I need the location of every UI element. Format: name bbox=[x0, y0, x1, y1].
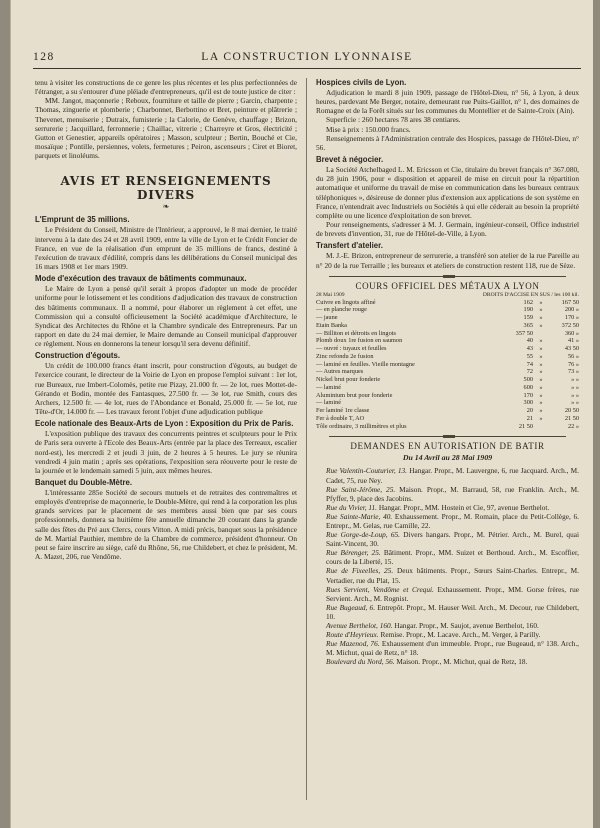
table-row bbox=[316, 345, 579, 353]
table-cell-u: » bbox=[539, 376, 543, 384]
metaux-columns-note: DROITS D'ACCISE EN SUS / les 100 kil. bbox=[482, 291, 579, 298]
table-row bbox=[316, 361, 579, 369]
paragraph-banquet: L'intéressante 285e Société de secours mutuels et de retraites des contremaîtres et employés d'entreprise de maçonnerie, le Double-Mètre, qui rend à la corporation les plus grands services par le placement de ses membres aussi bien que par ses cours professionnels, donnera sa huitième fête annuelle dimanche 20 courant dans la grande salle des fêtes du Pré aux Clercs, cours Vitton. A midi précis, banquet sous la présidence de M. Martial Pauthier, membre de la Chambre de commerce, président d'honneur. On peut se faire inscrire au siège, café du Rhône, 56, rue Childebert, et chez le président, M. A. Mazet, 206, rue Vendôme. bbox=[35, 488, 297, 562]
demandes-title: DEMANDES EN AUTORISATION DE BATIR bbox=[350, 441, 545, 452]
demande-text: Exhaussement. Propr., MM. Gorse frères, rue Servient. Arch., M. Rognist. bbox=[326, 584, 579, 603]
table-row bbox=[316, 376, 579, 384]
table-cell-name: Fer à double T, AO bbox=[316, 414, 365, 422]
left-column bbox=[35, 78, 297, 561]
demande-text: Maison. Propr., M. Michut, quai de Retz, 18. bbox=[394, 657, 528, 667]
demande-text: Hangar. Propr., MM. Hostein et Cie, 97, avenue Berthelot. bbox=[377, 502, 550, 512]
demande-text: Divers hangars. Propr., M. Pétrier. Arch., M. Burel, quai Saint-Vincent, 30. bbox=[326, 530, 579, 549]
list-item bbox=[316, 503, 579, 512]
table-cell-p1: 72 bbox=[526, 368, 533, 376]
list-item bbox=[316, 657, 579, 666]
table-cell-p3: 22 » bbox=[567, 422, 579, 430]
page-header bbox=[33, 46, 581, 68]
heading-brevet: Brevet à négocier. bbox=[316, 155, 384, 165]
table-cell-name: — Autres marques bbox=[316, 368, 364, 376]
table-cell-p3: 43 50 bbox=[564, 345, 579, 353]
paragraph-brevet-1: La Société Atchelbaged L. M. Ericsson et Cie, titulaire du brevet français n° 367.080, du 28 juin 1906, pour « disposition et appareil de mise en circuit pour la répartition automatique et uniforme du travail de mise en communication dans les bureaux centraux téléphoniques », désireuse de donner plus d'extension aux applications de son système en France, n'entendrait avec Industriels ou Sociétés à qui elle céderait au besoin la propriété complète ou une licence d'exploitation de son brevet. bbox=[316, 165, 579, 220]
demande-text: Deux bâtiments. Propr., Sœurs Saint-Charles. Entrepr., M. Vertadier, rue du Plat, 15. bbox=[326, 566, 579, 585]
table-cell-u: » bbox=[539, 345, 543, 353]
heading-mode-execution: Mode d'exécution des travaux de bâtiments communaux. bbox=[35, 274, 247, 284]
list-item bbox=[316, 548, 579, 566]
table-cell-u: » bbox=[539, 399, 543, 407]
demande-street: Rue du Vivier, 11. bbox=[326, 502, 377, 512]
table-cell-p3: 360 » bbox=[564, 329, 579, 337]
list-item bbox=[316, 585, 579, 603]
demande-street: Rue Mazenod, 76. bbox=[326, 639, 380, 649]
table-cell-p3: » » bbox=[571, 376, 579, 384]
table-cell-u: » bbox=[539, 407, 543, 415]
list-item bbox=[316, 621, 579, 630]
table-cell-name: — ouvré : tuyaux et feuilles bbox=[316, 345, 387, 353]
table-cell-u: » bbox=[539, 391, 543, 399]
table-cell-p3: 56 » bbox=[567, 352, 579, 360]
table-row bbox=[316, 299, 579, 307]
publication-title: LA CONSTRUCTION LYONNAISE bbox=[201, 51, 413, 63]
demande-street: Rue de Fixeelles, 25. bbox=[326, 566, 394, 576]
paragraph-transfert: M. J.-E. Brizon, entrepreneur de serrurerie, a transféré son atelier de la rue Pareille au n° 20 de la rue Terraille ; les bureaux et ateliers de construction restent 118, rue de Sèze. bbox=[316, 251, 579, 270]
demande-text: Entrepôt. Propr., M. Hauser Weil. Arch., M. Decour, rue Childebert, 10. bbox=[326, 602, 580, 621]
table-cell-p1: 159 bbox=[523, 314, 533, 322]
table-cell-p1: 21 50 bbox=[518, 422, 533, 430]
table-cell-u: » bbox=[539, 321, 543, 329]
table-cell-name: Plomb doux 1re fusion en saumon bbox=[316, 337, 403, 345]
demande-text: Maison. Propr., M. Barraud, 58, rue Franklin. Arch., M. Pfyffer, 9, place des Jacobins. bbox=[326, 484, 579, 503]
table-cell-p3: 20 50 bbox=[564, 407, 579, 415]
demande-text: Bâtiment. Propr., MM. Suizet et Berthoud. Arch., M. Escoffier, cours de la Liberté, 15. bbox=[326, 548, 579, 567]
table-cell-p1: 21 bbox=[526, 414, 533, 422]
metaux-subheader bbox=[316, 292, 579, 299]
heading-transfert: Transfert d'atelier. bbox=[316, 241, 383, 251]
table-cell-u: » bbox=[539, 337, 543, 345]
demandes-list bbox=[316, 466, 579, 666]
table-row bbox=[316, 423, 579, 431]
table-cell-p1: 357 50 bbox=[515, 329, 533, 337]
table-cell-p3: 76 » bbox=[567, 360, 579, 368]
contractors-paragraph: MM. Jangot, maçonnerie ; Reboux, fourniture et taille de pierre ; Garcin, charpente ; Thomas, zinguerie et plomberie ; Charbonnet, Berbottino et Bret, peinture et plâtrerie ; Thevenet, menuiserie ; Dutraix, fumisterie ; la Calorie, de Genève, chauffage ; Brizon, serrurerie ; Jacquillard, ferronnerie ; Chaillac, vitrerie ; Charreyre et Gros, électricité ; Gutton et Genestier, appareils opératoires ; Masson, sculpteur ; Bertin, Bouché et Cie, mosaïque ; Pontille, persiennes, volets, fermetures ; Peiron, ascenseurs ; Ciret et Bioret, parquets et linoléums. bbox=[35, 96, 297, 161]
table-cell-name: — en planche rouge bbox=[316, 306, 367, 314]
demande-street: Rue Bérenger, 25. bbox=[326, 548, 381, 558]
table-cell-p1: 20 bbox=[526, 407, 533, 415]
right-column bbox=[316, 78, 579, 666]
table-cell-p1: 365 bbox=[523, 321, 533, 329]
demande-street: Rue Saint-Jérôme, 25. bbox=[326, 484, 396, 494]
paragraph-hospices-3: Mise à prix : 150.000 francs. bbox=[326, 124, 411, 134]
table-row bbox=[316, 392, 579, 400]
table-cell-p3: 167 50 bbox=[561, 298, 579, 306]
table-cell-p3: 372 50 bbox=[561, 321, 579, 329]
list-item bbox=[316, 466, 579, 484]
table-row bbox=[316, 368, 579, 376]
paragraph-ecole-beaux-arts: L'exposition publique des travaux des concurrents peintres et sculpteurs pour le Prix de Paris sera ouverte à l'Ecole des Beaux-Arts (entrée par la place des Terreaux, escalier nord-est), les mercredi 2 et jeudi 3 juin, de 2 heures à 5 heures. Le jury se réunira vendredi 4 juin matin ; après ses opérations, l'exposition sera réouverte pour le reste de la journée et le lendemain samedi 5 juin, aux mêmes heures. bbox=[35, 429, 297, 475]
table-cell-p3: » » bbox=[571, 391, 579, 399]
list-item bbox=[316, 485, 579, 503]
paragraph-hospices-2: Superficie : 260 hectares 78 ares 38 centiares. bbox=[326, 115, 461, 125]
demande-street: Rue Valentin-Couturier, 13. bbox=[326, 466, 407, 476]
newspaper-page bbox=[10, 0, 593, 828]
table-cell-name: — laminé bbox=[316, 383, 342, 391]
table-cell-name: Zinc refondu 2e fusion bbox=[316, 352, 374, 360]
table-cell-u: » bbox=[539, 368, 543, 376]
demande-text: Hangar. Propr., M. Saujot, avenue Berthelot, 160. bbox=[392, 621, 539, 630]
table-cell-name: — jaune bbox=[316, 314, 338, 322]
table-cell-name: — Billiton et détroits en lingots bbox=[316, 329, 396, 337]
metaux-table bbox=[316, 299, 579, 431]
table-cell-name: — laminé en feuilles. Vieille montagne bbox=[316, 360, 415, 368]
demande-street: Boulevard du Nord, 56. bbox=[326, 657, 395, 667]
demande-text: Hangar. Propr., M. Lauvergne, 6, rue Jacquard. Arch., M. Cadet, 75, rue Ney. bbox=[326, 466, 579, 485]
metaux-title: COURS OFFICIEL DES MÉTAUX A LYON bbox=[355, 280, 540, 291]
table-row bbox=[316, 322, 579, 330]
section-divider bbox=[329, 436, 566, 437]
demande-text: Exhaussement d'un immeuble. Propr., rue Bugeaud, n° 138. Arch., M. Michut, quai de Retz, n° 18. bbox=[326, 639, 579, 658]
list-item bbox=[316, 566, 579, 584]
demande-street: Route d'Heyrieux. bbox=[326, 630, 379, 640]
page-number: 128 bbox=[33, 51, 55, 63]
table-row bbox=[316, 415, 579, 423]
table-cell-u: » bbox=[539, 306, 543, 314]
paragraph-mode-execution: Le Maire de Lyon a pensé qu'il serait à propos d'adopter un mode de procéder uniforme pour le lotissement et les conditions d'adjudication des travaux de construction des bâtiments communaux. Il a nommé, pour élaborer un règlement à cet effet, une Commission qui a consulté officieusement la Société académique d'Architecture, le Syndicat des Architectes du Rhône et la Chambre syndicale des Entrepreneurs. Par un rapport en date du 24 mai dernier, le Maire demande au Conseil municipal d'approuver ce règlement. Nous en donnerons la teneur lorsqu'il sera devenu définitif. bbox=[35, 284, 297, 349]
table-row bbox=[316, 337, 579, 345]
table-cell-p3: » » bbox=[571, 399, 579, 407]
table-row bbox=[316, 407, 579, 415]
heading-hospices: Hospices civils de Lyon. bbox=[316, 78, 407, 87]
list-item bbox=[316, 530, 579, 548]
list-item bbox=[316, 639, 579, 657]
table-cell-name: Tôle ordinaire, 3 millimètres et plus bbox=[316, 422, 407, 430]
paragraph-hospices-1: Adjudication le mardi 8 juin 1909, passage de l'Hôtel-Dieu, n° 56, à Lyon, à deux heures, pardevant Me Berger, notaire, demeurant rue Puits-Gaillot, n° 1, des domaines de Romagne et de la Forêt situés sur les communes du Montellier et de Sainte-Croix (Ain). bbox=[316, 88, 579, 116]
demande-text: Exhaussement. Propr., M. Romain, place du Petit-Collège, 6. Entrepr., M. Gelas, rue Camille, 22. bbox=[326, 511, 579, 530]
heading-banquet: Banquet du Double-Mètre. bbox=[35, 478, 133, 487]
table-cell-p1: 55 bbox=[526, 352, 533, 360]
paragraph-hospices-4: Renseignements à l'Administration centrale des Hospices, passage de l'Hôtel-Dieu, n° 56. bbox=[316, 133, 579, 152]
heading-emprunt: L'Emprunt de 35 millions. bbox=[35, 215, 130, 225]
demande-street: Avenue Berthelot, 160. bbox=[326, 621, 393, 630]
section-title-avis: AVIS ET RENSEIGNEMENTS DIVERS bbox=[60, 174, 272, 203]
table-row bbox=[316, 330, 579, 338]
table-cell-p1: 300 bbox=[523, 399, 533, 407]
table-cell-p1: 170 bbox=[523, 391, 533, 399]
table-cell-u bbox=[533, 423, 549, 431]
table-cell-p3: 73 » bbox=[567, 368, 579, 376]
table-cell-p3: 21 50 bbox=[564, 414, 579, 422]
table-cell-p1: 600 bbox=[523, 383, 533, 391]
table-row bbox=[316, 353, 579, 361]
table-cell-name: Aluminium brut pour fonderie bbox=[316, 391, 393, 399]
column-divider bbox=[306, 78, 307, 800]
demande-street: Rue Gorge-de-Loup, 65. bbox=[326, 530, 400, 540]
demande-street: Rue Bugeaud, 6. bbox=[326, 602, 376, 612]
table-cell-p3: » » bbox=[571, 383, 579, 391]
intro-paragraph: tenu à visiter les constructions de ce genre les plus récentes et les plus perfectionnées de l'étranger, a su s'entourer d'une pléiade d'entrepreneurs, qu'il est de toute justice de citer : bbox=[35, 78, 297, 97]
table-cell-u: » bbox=[539, 360, 543, 368]
table-cell-p1: 43 bbox=[526, 345, 533, 353]
table-cell-u: » bbox=[539, 383, 543, 391]
table-cell-u bbox=[533, 330, 549, 338]
section-divider bbox=[329, 276, 566, 277]
table-cell-name: Nickel brut pour fonderie bbox=[316, 376, 381, 384]
heading-egouts: Construction d'égouts. bbox=[35, 351, 121, 361]
metaux-date: 28 Mai 1909 bbox=[316, 291, 345, 298]
heading-ecole-beaux-arts: Ecole nationale des Beaux-Arts de Lyon : Exposition du Prix de Paris. bbox=[35, 419, 294, 429]
table-row bbox=[316, 306, 579, 314]
table-cell-name: Fer laminé 1re classe bbox=[316, 407, 370, 415]
list-item bbox=[316, 630, 579, 639]
demande-street: Rue Sainte-Marie, 40. bbox=[326, 511, 393, 521]
table-row bbox=[316, 399, 579, 407]
table-cell-p1: 40 bbox=[526, 337, 533, 345]
demande-text: Remise. Propr., M. Lacave. Arch., M. Verger, à Parilly. bbox=[378, 630, 541, 640]
list-item bbox=[316, 512, 579, 530]
list-item bbox=[316, 603, 579, 621]
table-cell-u: » bbox=[539, 414, 543, 422]
table-cell-name: Cuivre en lingots affiné bbox=[316, 298, 376, 306]
table-cell-p3: 170 » bbox=[564, 314, 579, 322]
table-cell-p1: 74 bbox=[526, 360, 533, 368]
table-cell-p1: 500 bbox=[523, 376, 533, 384]
table-cell-p3: 41 » bbox=[567, 337, 579, 345]
table-cell-p1: 162 bbox=[523, 298, 533, 306]
table-cell-p3: 200 » bbox=[564, 306, 579, 314]
paragraph-emprunt: Le Président du Conseil, Ministre de l'Intérieur, a approuvé, le 8 mai dernier, le traité intervenu à la date des 24 et 28 avril 1909, entre la ville de Lyon et le Crédit Foncier de France, en vue de la réalisation d'un emprunt de 35 millions de francs, destiné à l'exécution de travaux d'édilité, compris dans les délibérations du Conseil municipal des 16 mars 1908 et 1er mars 1909. bbox=[35, 225, 297, 272]
table-row bbox=[316, 314, 579, 322]
table-cell-p1: 190 bbox=[523, 306, 533, 314]
table-cell-name: — laminé bbox=[316, 399, 342, 407]
table-cell-u: » bbox=[539, 298, 543, 306]
demandes-date: Du 14 Avril au 28 Mai 1909 bbox=[402, 453, 493, 463]
paragraph-brevet-2: Pour renseignements, s'adresser à M. J. Germain, ingénieur-conseil, Office industriel de brevets d'invention, 31, rue de l'Hôtel-de-Ville, à Lyon. bbox=[316, 220, 579, 239]
demande-street: Rues Servient, Vendôme et Crequi. bbox=[326, 584, 434, 594]
header-rule bbox=[33, 68, 581, 69]
table-cell-u: » bbox=[539, 314, 543, 322]
ornament-icon: ❧ bbox=[162, 202, 170, 212]
table-row bbox=[316, 384, 579, 392]
paragraph-egouts: Un crédit de 100.000 francs étant inscrit, pour construction d'égouts, au budget de l'exercice courant, le directeur de la Voirie de Lyon en propose l'emploi suivant : 1er lot, rue Bureaux, rue Imbert-Colomès, petite rue Pizay, 21.000 fr. — 2e lot, rues Mottet-de-Gérando et Bodin, montée des Fantasques, 27.500 fr. — 3e lot, rue Smith, cours des Archers, 12.500 fr. — 4e lot, rues de l'Abondance et Bonald, 25.000 fr. — 5e lot, rue Tête-d'Or, 14.000 fr. — Les travaux feront l'objet d'une adjudication publique bbox=[35, 361, 297, 417]
table-cell-u: » bbox=[539, 352, 543, 360]
table-cell-name: Etain Banka bbox=[316, 321, 347, 329]
